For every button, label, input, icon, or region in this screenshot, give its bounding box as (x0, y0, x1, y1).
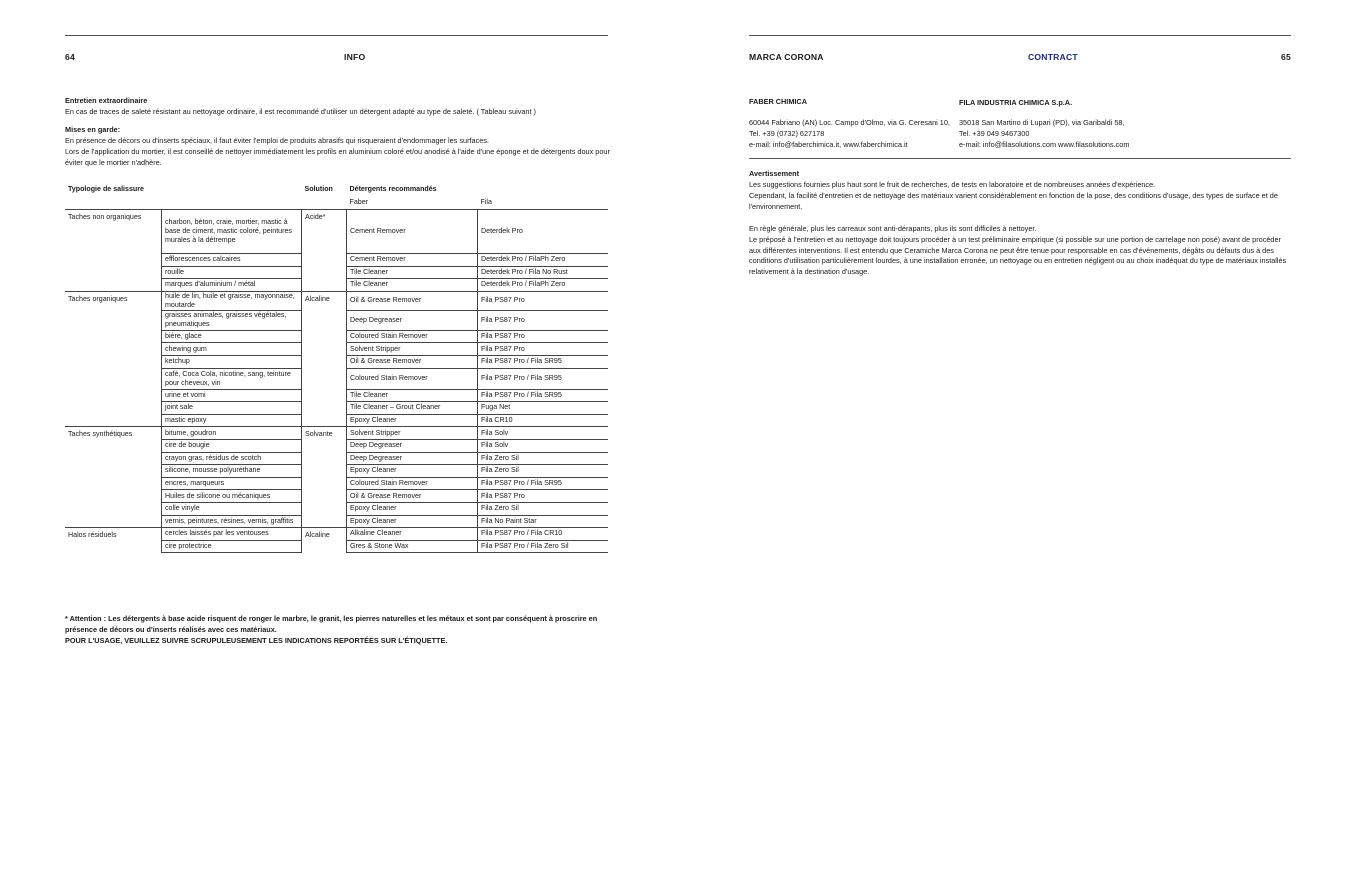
fila-address: 35018 San Martino di Lupari (PD), via Garibaldi 58, (959, 118, 1125, 127)
stain-substance: cire protectrice (162, 540, 302, 553)
collection-title: CONTRACT (1028, 52, 1078, 62)
cleaning-table (65, 183, 608, 553)
extraordinary-text: En cas de traces de saleté résistant au nettoyage ordinaire, il est recommandé d'utiliser un détergent adapté au type de saleté. ( Tableau suivant ) (65, 107, 536, 116)
stain-substance: bitume, goudron (162, 427, 302, 440)
solution-type: Alcaline (302, 528, 347, 553)
faber-product: Epoxy Cleaner (347, 465, 478, 478)
col-detergents-header: Détergents recommandés (349, 185, 437, 193)
stain-substance: graisses animales, graisses végétales, pneumatiques (162, 310, 302, 330)
faber-product: Solvent Stripper (347, 427, 478, 440)
stain-type: Taches synthétiques (65, 427, 162, 528)
col-faber-header: Faber (347, 196, 478, 210)
faber-product: Tile Cleaner (347, 389, 478, 402)
stain-substance: Huiles de silicone ou mécaniques (162, 490, 302, 503)
fila-product: Fila PS87 Pro / Fila CR10 (478, 528, 609, 541)
faber-product: Deep Degreaser (347, 452, 478, 465)
page-number-right: 65 (1281, 52, 1291, 62)
faber-product: Oil & Grease Remover (347, 291, 478, 310)
fila-product: Fila PS87 Pro (478, 330, 609, 343)
extraordinary-title: Entretien extraordinaire (65, 96, 148, 105)
faber-product: Cement Remover (347, 254, 478, 267)
warning-title: Mises en garde: (65, 125, 121, 134)
solution-type: Alcaline (302, 291, 347, 427)
fila-product: Fila PS87 Pro (478, 343, 609, 356)
faber-tel: Tel. +39 (0732) 627178 (749, 129, 825, 138)
fila-product: Fila PS87 Pro (478, 490, 609, 503)
fila-product: Fila Zero Sil (478, 452, 609, 465)
attention-line-2: présence de décors ou d'inserts réalisés avec ces matériaux. (65, 625, 277, 634)
fila-product: Fila PS87 Pro / Fila SR95 (478, 477, 609, 490)
notice-p2-line1: En règle générale, plus les carreaux sont anti-dérapants, plus ils sont difficiles à nettoyer. (749, 224, 1037, 233)
fila-tel: Tel. +39 049 9467300 (959, 129, 1030, 138)
table-body (65, 210, 608, 553)
attention-line-3: POUR L'USAGE, VEUILLEZ SUIVRE SCRUPULEUSEMENT LES INDICATIONS REPORTÉES SUR L'ÉTIQUETTE. (65, 636, 448, 645)
faber-product: Cement Remover (347, 210, 478, 254)
col-fila-header: Fila (478, 196, 609, 210)
stain-substance: vernis, peintures, résines, vernis, graffitis (162, 515, 302, 528)
table-row (65, 210, 608, 254)
fila-product: Deterdek Pro / Fila No Rust (478, 266, 609, 279)
notice-title: Avertissement (749, 169, 800, 178)
faber-product: Coloured Stain Remover (347, 368, 478, 389)
faber-product: Epoxy Cleaner (347, 515, 478, 528)
stain-type: Taches non organiques (65, 210, 162, 292)
stain-type: Halos résiduels (65, 528, 162, 553)
attention-line-1: * Attention : Les détergents à base acide risquent de ronger le marbre, le granit, les pierres naturelles et les métaux et sont par conséquent à proscrire en (65, 614, 598, 623)
brand-name: MARCA CORONA (749, 52, 824, 62)
notice-p1-line2: Cependant, la facilité d'entretien et de nettoyage des matériaux varient considérablement en fonction de la pose, des conditions d'usage, des types de surface et de l'environnement. (749, 191, 1278, 211)
fila-product: Fila CR10 (478, 414, 609, 427)
fila-product: Fila PS87 Pro / Fila Zero Sil (478, 540, 609, 553)
notice-p1-line1: Les suggestions fournies plus haut sont le fruit de recherches, de tests en laboratoire et de nombreuses années d'expérience. (749, 180, 1156, 189)
stain-substance: cire de bougie (162, 439, 302, 452)
table-row (65, 291, 608, 310)
faber-product: Oil & Grease Remover (347, 490, 478, 503)
stain-substance: efflorescences calcaires (162, 254, 302, 267)
table-row (65, 528, 608, 541)
fila-product: Fila No Paint Star (478, 515, 609, 528)
fila-name: FILA INDUSTRIA CHIMICA S.p.A. (959, 98, 1073, 107)
solution-type: Solvante (302, 427, 347, 528)
faber-product: Tile Cleaner – Grout Cleaner (347, 402, 478, 415)
warning-line-1: En présence de décors ou d'inserts spéciaux, il faut éviter l'emploi de produits abrasifs qui risqueraient d'endommager les surfaces. (65, 136, 489, 145)
fila-product: Fila Solv (478, 439, 609, 452)
faber-product: Deep Degreaser (347, 310, 478, 330)
faber-product: Tile Cleaner (347, 279, 478, 292)
section-title: INFO (344, 52, 366, 62)
top-rule (65, 35, 608, 36)
fila-product: Fila Zero Sil (478, 465, 609, 478)
page-number-left: 64 (65, 52, 75, 62)
stain-type: Taches organiques (65, 291, 162, 427)
faber-product: Gres & Stone Wax (347, 540, 478, 553)
fila-product: Fuga Net (478, 402, 609, 415)
faber-product: Deep Degreaser (347, 439, 478, 452)
table-row (65, 427, 608, 440)
fila-product: Deterdek Pro / FilaPh Zero (478, 254, 609, 267)
stain-substance: colle vinyle (162, 502, 302, 515)
faber-product: Tile Cleaner (347, 266, 478, 279)
faber-address: 60044 Fabriano (AN) Loc. Campo d'Olmo, via G. Ceresani 10, (749, 118, 950, 127)
contacts-divider (749, 158, 1291, 159)
stain-substance: bière, glace (162, 330, 302, 343)
fila-product: Fila PS87 Pro (478, 291, 609, 310)
solution-type: Acide* (302, 210, 347, 292)
warning-line-2: Lors de l'application du mortier, il est conseillé de nettoyer immédiatement les profils en aluminium coloré et/ou anodisé à l'aide d'une éponge et de détergents doux pour éviter que le mortier n'adhère. (65, 147, 610, 167)
fila-product: Deterdek Pro (478, 210, 609, 254)
faber-product: Coloured Stain Remover (347, 330, 478, 343)
stain-substance: charbon, béton, craie, mortier, mastic à base de ciment, mastic coloré, peintures murales à la détrempe (162, 210, 302, 254)
stain-substance: rouille (162, 266, 302, 279)
faber-product: Coloured Stain Remover (347, 477, 478, 490)
col-solution-header: Solution (304, 185, 333, 193)
faber-product: Oil & Grease Remover (347, 355, 478, 368)
stain-substance: chewing gum (162, 343, 302, 356)
faber-name: FABER CHIMICA (749, 97, 807, 106)
fila-product: Fila PS87 Pro (478, 310, 609, 330)
stain-substance: crayon gras, résidus de scotch (162, 452, 302, 465)
notice-p2-line2: Le préposé à l'entretien et au nettoyage doit toujours procéder à un test préliminaire empirique (si possible sur une portion de carrelage non posé) avant de procéder aux différentes interventions. Il est entendu que Ceramiche Marca Corona ne peut être tenue pour responsable en cas d'événements, dégâts ou défauts dus à des conditions d'utilisation particulièrement lourdes, à une installation erronée, un nettoyage ou en entretien négligent ou au choix inadéquat du type de matériaux installés relativement à la destination d'usage. (749, 235, 1287, 276)
faber-product: Epoxy Cleaner (347, 502, 478, 515)
stain-substance: urine et vomi (162, 389, 302, 402)
faber-product: Epoxy Cleaner (347, 414, 478, 427)
fila-product: Fila PS87 Pro / Fila SR95 (478, 355, 609, 368)
fila-product: Fila PS87 Pro / Fila SR95 (478, 389, 609, 402)
stain-substance: joint sale (162, 402, 302, 415)
stain-substance: café, Coca Cola, nicotine, sang, teinture pour cheveux, vin (162, 368, 302, 389)
faber-email: e-mail: info@faberchimica.it, www.faberchimica.it (749, 140, 908, 149)
stain-substance: mastic epoxy (162, 414, 302, 427)
stain-substance: cercles laissés par les ventouses (162, 528, 302, 541)
fila-product: Fila PS87 Pro / Fila SR95 (478, 368, 609, 389)
fila-product: Fila Solv (478, 427, 609, 440)
stain-substance: silicone, mousse polyuréthane (162, 465, 302, 478)
stain-substance: huile de lin, huile et graisse, mayonnaise, moutarde (162, 291, 302, 310)
fila-email: e-mail: info@filasolutions.com www.filasolutions.com (959, 140, 1130, 149)
faber-product: Alkaline Cleaner (347, 528, 478, 541)
faber-product: Solvent Stripper (347, 343, 478, 356)
stain-substance: marques d'aluminium / métal (162, 279, 302, 292)
fila-product: Deterdek Pro / FilaPh Zero (478, 279, 609, 292)
top-rule-right (749, 35, 1291, 36)
stain-substance: ketchup (162, 355, 302, 368)
stain-substance: encres, marqueurs (162, 477, 302, 490)
col-type-header: Typologie de salissure (68, 185, 144, 193)
fila-product: Fila Zero Sil (478, 502, 609, 515)
